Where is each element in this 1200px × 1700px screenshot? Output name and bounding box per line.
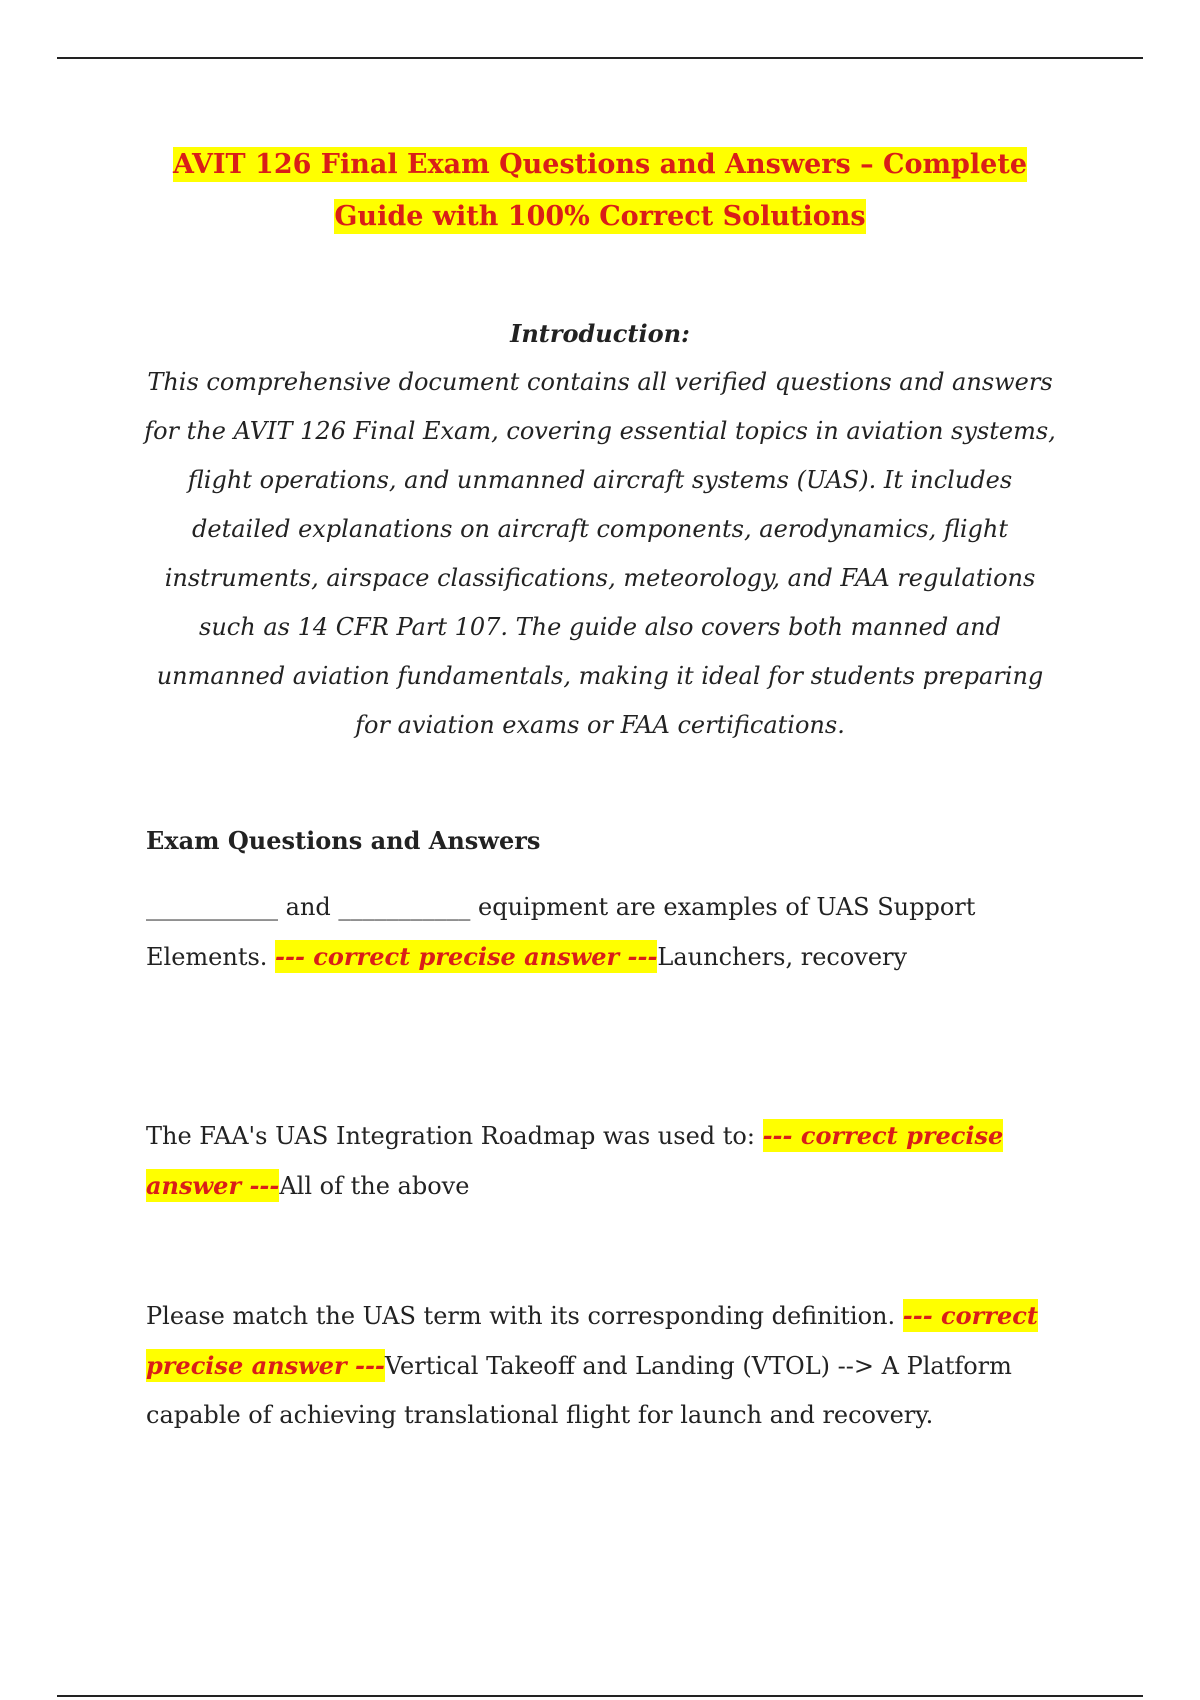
section-heading: Exam Questions and Answers — [146, 826, 541, 855]
intro-heading: Introduction: — [510, 319, 690, 348]
question-text: The FAA's UAS Integration Roadmap was used to: — [146, 1122, 755, 1150]
qa-item — [146, 1291, 1066, 1440]
header-rule — [57, 57, 1143, 59]
answer-text: Vertical Takeoff and Landing (VTOL) --> A Platform capable of achieving translational flight for launch and recovery. — [146, 1352, 1012, 1429]
introduction — [140, 309, 1060, 750]
question-text: ___________ and ___________ equipment are examples of UAS Support Elements. — [146, 893, 976, 971]
answer-text: Launchers, recovery — [657, 943, 908, 971]
footer-rule — [57, 1695, 1143, 1697]
qa-item — [146, 883, 1066, 982]
answer-marker: --- correct precise answer --- — [275, 942, 658, 971]
document-title — [150, 139, 1050, 243]
title-highlight: AVIT 126 Final Exam Questions and Answers – Complete Guide with 100% Correct Solutions — [172, 149, 1028, 232]
answer-text: All of the above — [279, 1172, 470, 1200]
intro-text: This comprehensive document contains all verified questions and answers for the AVIT 126 Final Exam, covering essential topics in aviation systems, flight operations, and unmanned aircraft systems (UAS). It includes detailed explanations on aircraft components, aerodynamics, flight instruments, airspace classifications, meteorology, and FAA regulations such as 14 CFR Part 107. The guide also covers both manned and unmanned aviation fundamentals, making it ideal for students preparing for aviation exams or FAA certifications. — [144, 368, 1056, 739]
answer-marker: --- correct precise answer --- — [146, 1301, 1038, 1380]
question-text: Please match the UAS term with its corresponding definition. — [146, 1302, 896, 1330]
answer-marker: --- correct precise answer --- — [146, 1121, 1004, 1200]
qa-item — [146, 1111, 1066, 1211]
